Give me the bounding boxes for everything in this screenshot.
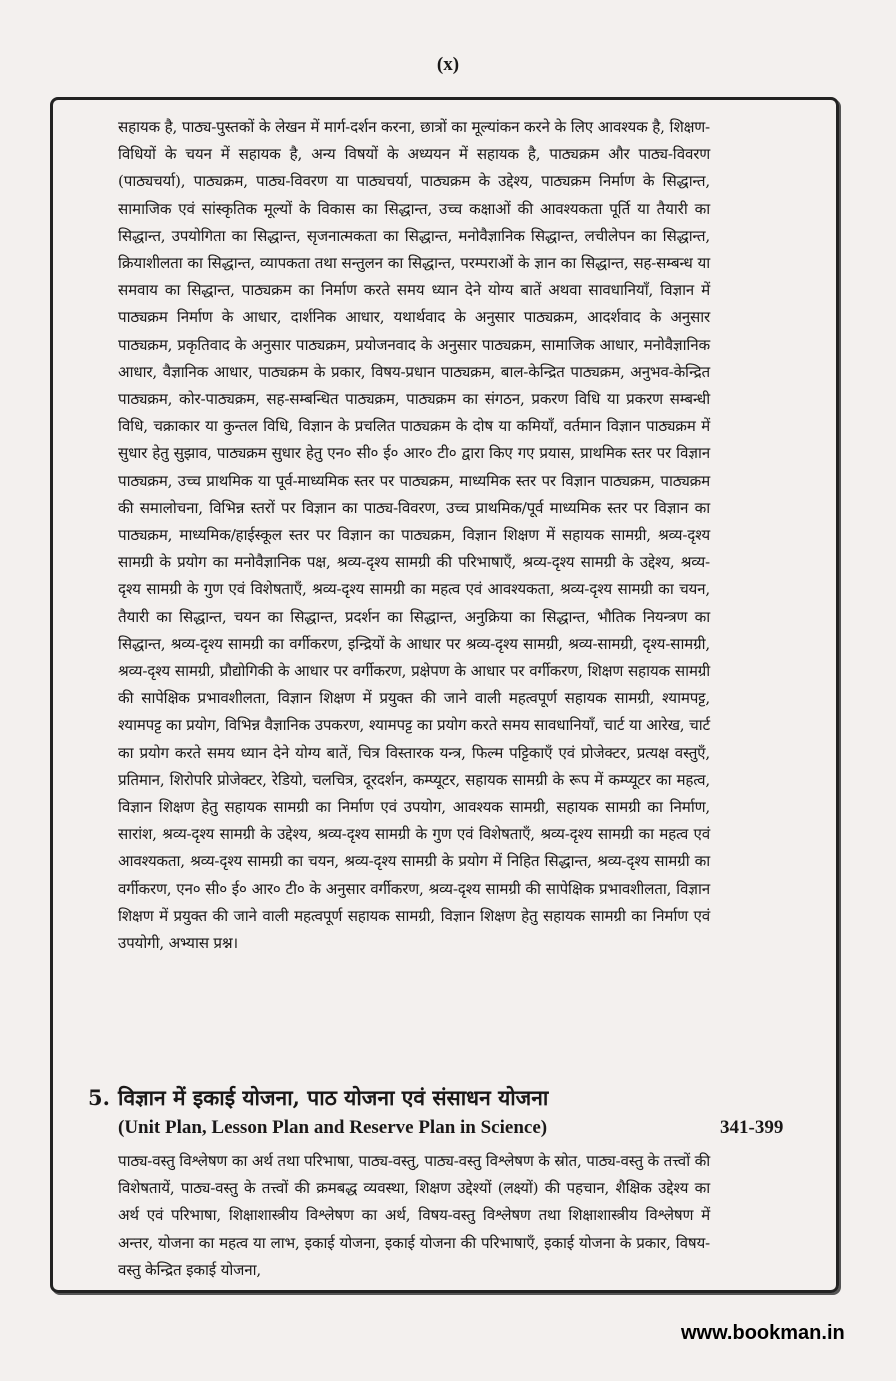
chapter-title-english: (Unit Plan, Lesson Plan and Reserve Plan in Science) — [118, 1117, 548, 1138]
chapter-page-range: 341-399 — [720, 1117, 784, 1138]
chapter-heading — [88, 1083, 788, 1113]
chapter-summary-text: सहायक है, पाठ्य-पुस्तकों के लेखन में मार्ग-दर्शन करना, छात्रों का मूल्यांकन करने के लिए आवश्यक है, शिक्षण-विधियों के चयन में सहायक है, अन्य विषयों के अध्ययन में सहायक है, पाठ्यक्रम और पाठ्य-विवरण (पाठ्यचर्या), पाठ्यक्रम, पाठ्य-विवरण या पाठ्यचर्या, पाठ्यक्रम के उद्देश्य, पाठ्यक्रम निर्माण के सिद्धान्त, सामाजिक एवं सांस्कृतिक मूल्यों के विकास का सिद्धान्त, उच्च कक्षाओं की आवश्यकता पूर्ति या तैयारी का सिद्धान्त, उपयोगिता का सिद्धान्त, सृजनात्मकता का सिद्धान्त, मनोवैज्ञानिक सिद्धान्त, लचीलेपन का सिद्धान्त, क्रियाशीलता का सिद्धान्त, व्यापकता तथा सन्तुलन का सिद्धान्त, परम्पराओं के ज्ञान का सिद्धान्त, सह-सम्बन्ध या समवाय का सिद्धान्त, पाठ्यक्रम का निर्माण करते समय ध्यान देने योग्य बातें अथवा सावधानियाँ, विज्ञान में पाठ्यक्रम निर्माण के आधार, दार्शनिक आधार, यथार्थवाद के अनुसार पाठ्यक्रम, आदर्शवाद के अनुसार पाठ्यक्रम, प्रकृतिवाद के अनुसार पाठ्यक्रम, प्रयोजनवाद के अनुसार पाठ्यक्रम, सामाजिक आधार, मनोवैज्ञानिक आधार, वैज्ञानिक आधार, पाठ्यक्रम के प्रकार, विषय-प्रधान पाठ्यक्रम, बाल-केन्द्रित पाठ्यक्रम, अनुभव-केन्द्रित पाठ्यक्रम, कोर-पाठ्यक्रम, सह-सम्बन्धित पाठ्यक्रम, पाठ्यक्रम का संगठन, प्रकरण विधि या प्रकरण सम्बन्धी विधि, चक्राकार या कुन्तल विधि, विज्ञान के प्रचलित पाठ्यक्रम के दोष या कमियाँ, वर्तमान विज्ञान पाठ्यक्रम में सुधार हेतु सुझाव, पाठ्यक्रम सुधार हेतु एन० सी० ई० आर० टी० द्वारा किए गए प्रयास, प्राथमिक स्तर पर विज्ञान पाठ्यक्रम, उच्च प्राथमिक या पूर्व-माध्यमिक स्तर पर पाठ्यक्रम, माध्यमिक स्तर पर विज्ञान पाठ्यक्रम, पाठ्यक्रम की समालोचना, विभिन्न स्तरों पर विज्ञान का पाठ्य-विवरण, उच्च प्राथमिक/पूर्व माध्यमिक स्तर पर विज्ञान का पाठ्यक्रम, माध्यमिक/हाईस्कूल स्तर पर विज्ञान का पाठ्यक्रम, विज्ञान शिक्षण में सहायक सामग्री, श्रव्य-दृश्य सामग्री के प्रयोग का मनोवैज्ञानिक पक्ष, श्रव्य-दृश्य सामग्री की परिभाषाएँ, श्रव्य-दृश्य सामग्री के उद्देश्य, श्रव्य-दृश्य सामग्री के गुण एवं विशेषताएँ, श्रव्य-दृश्य सामग्री का महत्व एवं आवश्यकता, श्रव्य-दृश्य सामग्री का चयन, तैयारी का सिद्धान्त, चयन का सिद्धान्त, प्रदर्शन का सिद्धान्त, अनुक्रिया का सिद्धान्त, भौतिक नियन्त्रण का सिद्धान्त, श्रव्य-दृश्य सामग्री का वर्गीकरण, इन्द्रियों के आधार पर श्रव्य-दृश्य सामग्री, श्रव्य-सामग्री, दृश्य-सामग्री, श्रव्य-दृश्य सामग्री, प्रौद्योगिकी के आधार पर वर्गीकरण, प्रक्षेपण के आधार पर वर्गीकरण, शिक्षण सहायक सामग्री की सापेक्षिक प्रभावशीलता, विज्ञान शिक्षण में प्रयुक्त की जाने वाली महत्वपूर्ण सहायक सामग्री, श्यामपट्ट, श्यामपट्ट का प्रयोग, विभिन्न वैज्ञानिक उपकरण, श्यामपट्ट का प्रयोग करते समय सावधानियाँ, चार्ट या आरेख, चार्ट का प्रयोग करते समय ध्यान देने योग्य बातें, चित्र विस्तारक यन्त्र, फिल्म पट्टिकाएँ एवं प्रोजेक्टर, प्रत्यक्ष वस्तुएँ, प्रतिमान, शिरोपरि प्रोजेक्टर, रेडियो, चलचित्र, दूरदर्शन, कम्प्यूटर, सहायक सामग्री के रूप में कम्प्यूटर का महत्व, विज्ञान शिक्षण हेतु सहायक सामग्री का निर्माण एवं उपयोग, आवश्यक सामग्री, सहायक सामग्री का निर्माण, सारांश, श्रव्य-दृश्य सामग्री के उद्देश्य, श्रव्य-दृश्य सामग्री के गुण एवं विशेषताएँ, श्रव्य-दृश्य सामग्री का महत्व एवं आवश्यकता, श्रव्य-दृश्य सामग्री का चयन, श्रव्य-दृश्य सामग्री के प्रयोग में निहित सिद्धान्त, श्रव्य-दृश्य सामग्री का वर्गीकरण, एन० सी० ई० आर० टी० के अनुसार वर्गीकरण, श्रव्य-दृश्य सामग्री की सापेक्षिक प्रभावशीलता, विज्ञान शिक्षण में प्रयुक्त की जाने वाली महत्वपूर्ण सहायक सामग्री, विज्ञान शिक्षण हेतु सहायक सामग्री का निर्माण एवं उपयोगी, अभ्यास प्रश्न। — [118, 118, 710, 953]
website-watermark: www.bookman.in — [681, 1322, 845, 1344]
page-number: (x) — [436, 54, 460, 75]
chapter-title-hindi: विज्ञान में इकाई योजना, पाठ योजना एवं संसाधन योजना — [118, 1085, 549, 1110]
chapter-body-text: पाठ्य-वस्तु विश्लेषण का अर्थ तथा परिभाषा, पाठ्य-वस्तु, पाठ्य-वस्तु विश्लेषण के स्रोत, पाठ्य-वस्तु के तत्त्वों की विशेषतायें, पाठ्य-वस्तु के तत्त्वों की क्रमबद्ध व्यवस्था, शिक्षण उद्देश्यों (लक्ष्यों) की पहचान, शैक्षिक उद्देश्य का अर्थ एवं परिभाषा, शिक्षाशास्त्रीय विश्लेषण का अर्थ, विषय-वस्तु विश्लेषण तथा शिक्षाशास्त्रीय विश्लेषण में अन्तर, योजना का महत्व या लाभ, इकाई योजना, इकाई योजना की परिभाषाएँ, इकाई योजना के प्रकार, विषय-वस्तु केन्द्रित इकाई योजना, — [118, 1152, 710, 1279]
chapter-number: 5. — [88, 1085, 110, 1110]
